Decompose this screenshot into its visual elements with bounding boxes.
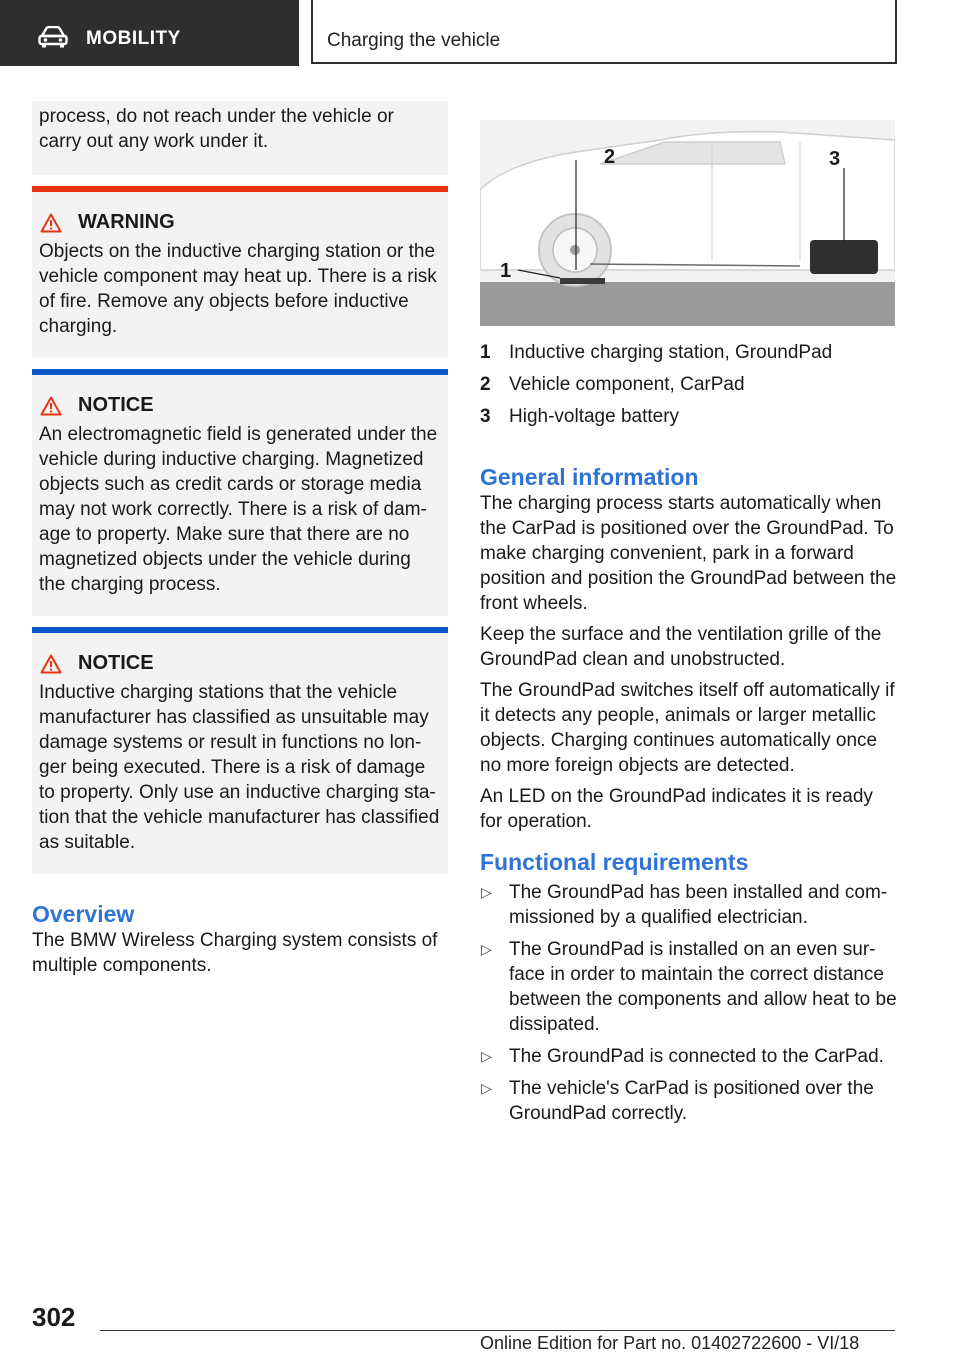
footer-edition: Online Edition for Part no. 01402722600 - VI/18: [480, 1333, 860, 1353]
list-item: [480, 880, 898, 930]
list-item: [480, 937, 898, 1037]
figure-legend: [480, 340, 900, 436]
triangle-bullet-icon: ▷: [481, 941, 492, 957]
notice-triangle-icon: [40, 396, 62, 416]
callout-2: 2: [604, 146, 616, 168]
legend-text: Vehicle component, CarPad: [509, 374, 745, 395]
continued-text: process, do not reach under the vehicle or carry out any work under it.: [39, 106, 394, 152]
overview-heading: Overview: [32, 901, 135, 927]
general-paragraph: The charging process starts automatically when the CarPad is positioned over the GroundPad. To make charging convenient, park in a forward position and position the GroundPad between the front wheels.: [480, 493, 897, 614]
notice-title-2: NOTICE: [78, 652, 154, 674]
notice-heading-2: [39, 633, 441, 680]
notice-triangle-icon: [40, 654, 62, 674]
page-number: 302: [32, 1302, 76, 1332]
callout-1: 1: [500, 260, 512, 282]
left-column: [32, 101, 448, 978]
overview-text: The BMW Wireless Charging system consists of multiple components.: [32, 930, 438, 976]
legend-item: [480, 372, 900, 404]
general-paragraph: Keep the surface and the ventilation grille of the GroundPad clean and unobstructed.: [480, 624, 882, 670]
charging-system-figure: [480, 120, 895, 326]
warning-heading: [39, 192, 441, 239]
notice-title-1: NOTICE: [78, 394, 154, 416]
requirement-text: The GroundPad is connected to the CarPad.: [509, 1046, 884, 1067]
right-column: [480, 463, 898, 1133]
notice-text-2: Inductive charging stations that the vehicle manufacturer has classified as unsuitable may damage systems or result in functions no lon-ger being executed. There is a risk of damage to property. Only use an inductive charging sta-tion that the vehicle manufacturer has classified as suitable.: [39, 682, 440, 853]
notice-text-1: An electromagnetic field is generated under the vehicle during inductive charging. Magnetized objects such as credit cards or storage media may not work correctly. There is a risk of dam-age to property. Make sure that there are no magnetized objects under the vehicle during the charging process.: [39, 424, 438, 595]
legend-num: 1: [480, 342, 491, 363]
list-item: [480, 1044, 898, 1069]
triangle-bullet-icon: ▷: [481, 1048, 492, 1064]
general-info-heading: General information: [480, 464, 699, 490]
warning-box: [32, 192, 448, 358]
warning-triangle-icon: [40, 213, 62, 233]
legend-text: High-voltage battery: [509, 406, 680, 427]
notice-box-1: [32, 375, 448, 616]
continued-notice-box: [32, 101, 448, 175]
legend-text: Inductive charging station, GroundPad: [509, 342, 833, 363]
general-paragraph: An LED on the GroundPad indicates it is ready for operation.: [480, 786, 873, 832]
requirements-heading: Functional requirements: [480, 849, 749, 875]
requirement-text: The vehicle's CarPad is positioned over the GroundPad correctly.: [509, 1078, 874, 1124]
callout-3: 3: [829, 148, 841, 170]
warning-title: WARNING: [78, 211, 175, 233]
warning-text: Objects on the inductive charging station or the vehicle component may heat up. There is a risk of fire. Remove any objects before inductive charging.: [39, 241, 437, 337]
requirements-list: [480, 880, 898, 1126]
requirement-text: The GroundPad is installed on an even sur-face in order to maintain the correct distance between the components and allow heat to be dissipated.: [509, 939, 897, 1035]
notice-box-2: [32, 633, 448, 874]
triangle-bullet-icon: ▷: [481, 884, 492, 900]
section-label: MOBILITY: [86, 28, 181, 49]
notice-heading-1: [39, 375, 441, 422]
general-paragraph: The GroundPad switches itself off automatically if it detects any people, animals or larger metallic objects. Charging continues automatically once no more foreign objects are detected.: [480, 680, 895, 776]
requirement-text: The GroundPad has been installed and com-missioned by a qualified electrician.: [509, 882, 888, 928]
section-tab: [0, 0, 299, 66]
chapter-title: Charging the vehicle: [327, 30, 501, 51]
chapter-header: [311, 0, 897, 64]
legend-num: 3: [480, 406, 491, 427]
legend-item: [480, 340, 900, 372]
footer-rule: [100, 1330, 895, 1331]
legend-num: 2: [480, 374, 491, 395]
car-icon: [38, 26, 68, 48]
triangle-bullet-icon: ▷: [481, 1080, 492, 1096]
legend-item: [480, 404, 900, 436]
list-item: [480, 1076, 898, 1126]
